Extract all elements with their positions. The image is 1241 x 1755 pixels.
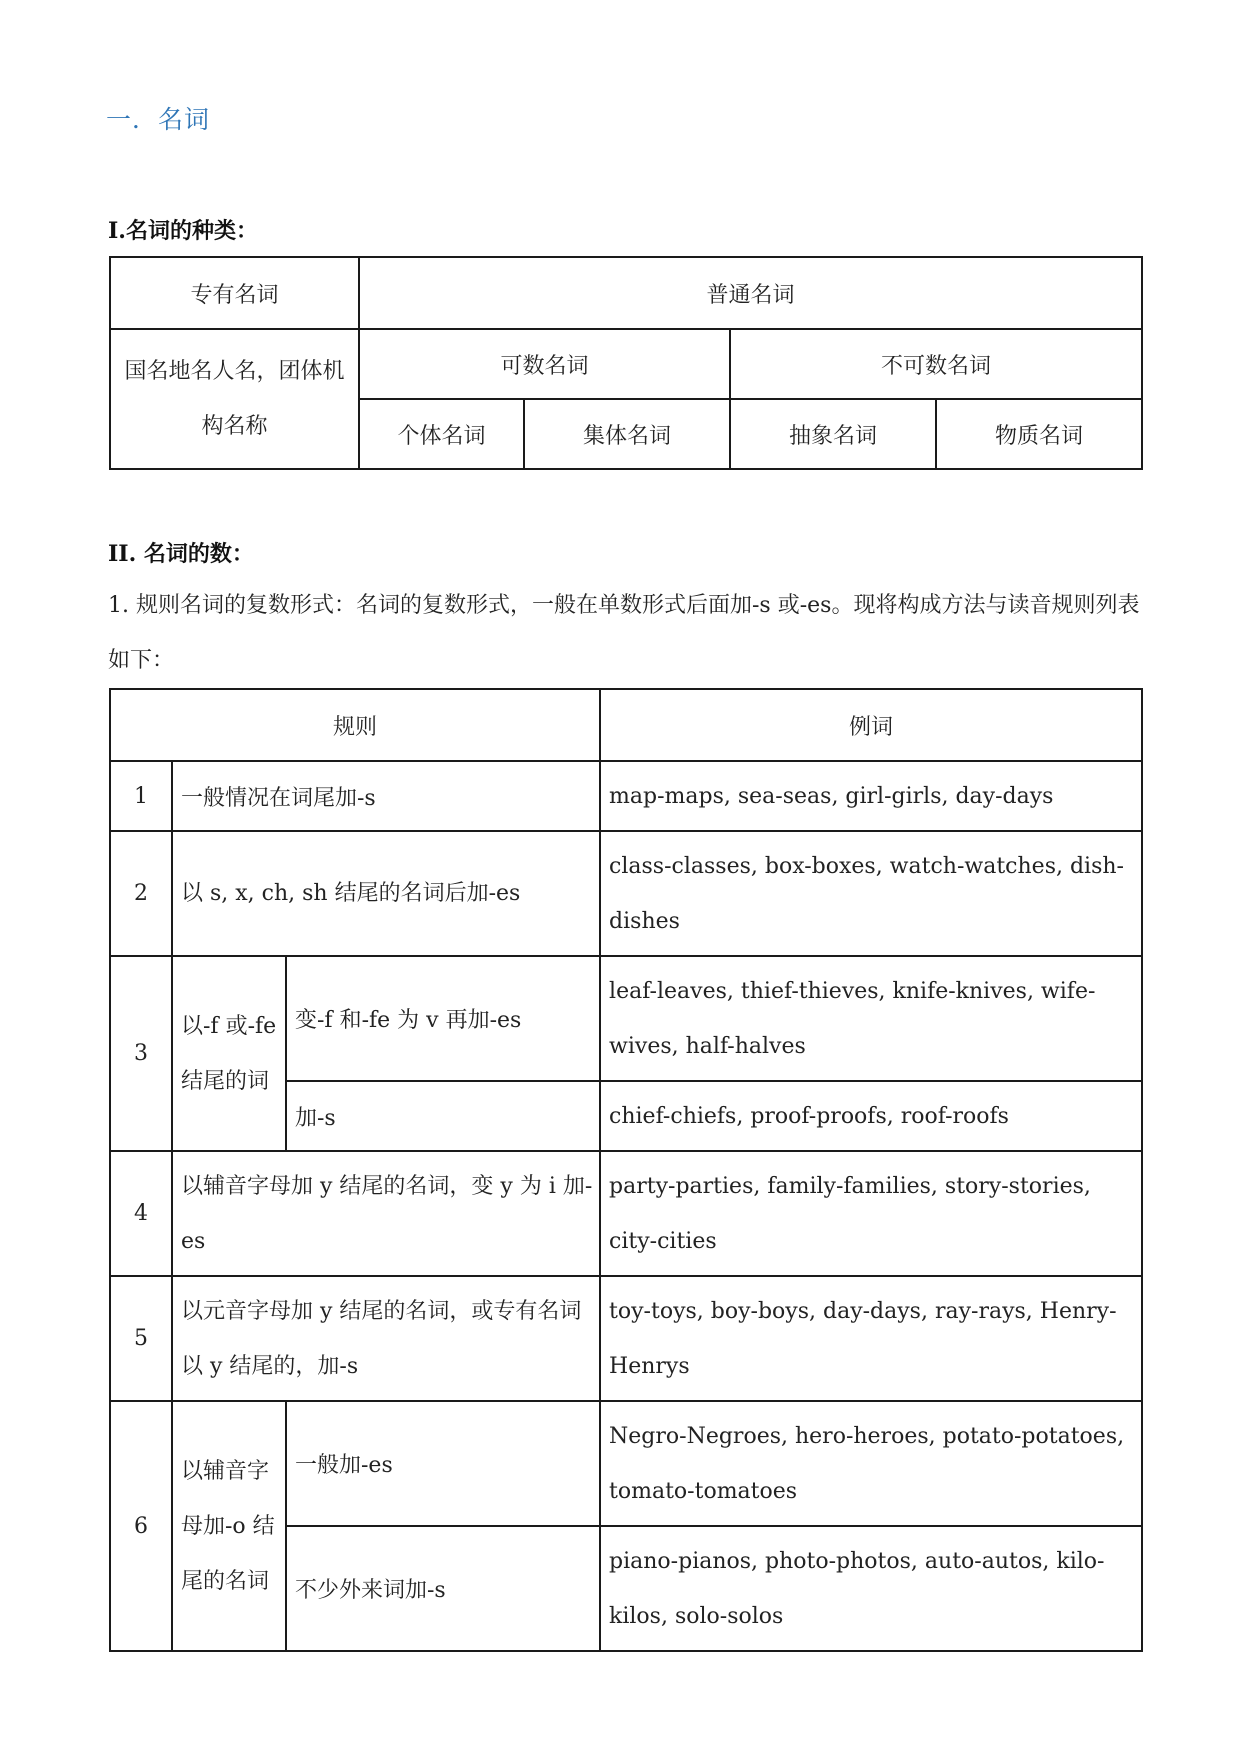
section-heading-kinds: I.名词的种类： <box>108 218 258 244</box>
cell-material: 物质名词 <box>936 399 1142 469</box>
cell-proper-desc: 国名地名人名，团体机构名称 <box>110 329 359 469</box>
row-number: 2 <box>110 831 172 956</box>
row-number: 3 <box>110 956 172 1151</box>
row-number: 6 <box>110 1401 172 1651</box>
sub-rule-text: 一般加-es <box>286 1401 600 1526</box>
cell-proper-noun: 专有名词 <box>110 257 359 329</box>
sub-rule-text: 变-f 和-fe 为 v 再加-es <box>286 956 600 1081</box>
cell-abstract: 抽象名词 <box>730 399 936 469</box>
rule-text: 以 s, x, ch, sh 结尾的名词后加-es <box>172 831 600 956</box>
example-text: toy-toys, boy-boys, day-days, ray-rays, Henry-Henrys <box>600 1276 1142 1401</box>
plural-rules-table <box>109 688 1143 1652</box>
cell-individual: 个体名词 <box>359 399 524 469</box>
example-text: party-parties, family-families, story-stories, city-cities <box>600 1151 1142 1276</box>
example-text: class-classes, box-boxes, watch-watches, dish-dishes <box>600 831 1142 956</box>
intro-paragraph: 1. 规则名词的复数形式：名词的复数形式，一般在单数形式后面加-s 或-es。现将构成方法与读音规则列表如下： <box>108 593 1140 673</box>
example-text: piano-pianos, photo-photos, auto-autos, kilo-kilos, solo-solos <box>600 1526 1142 1651</box>
row-number: 1 <box>110 761 172 831</box>
cell-common-noun: 普通名词 <box>359 257 1142 329</box>
example-text: Negro-Negroes, hero-heroes, potato-potatoes, tomato-tomatoes <box>600 1401 1142 1526</box>
sub-rule-text: 不少外来词加-s <box>286 1526 600 1651</box>
cell-collective: 集体名词 <box>524 399 730 469</box>
rule-group-text: 以-f 或-fe 结尾的词 <box>172 956 286 1151</box>
cell-countable: 可数名词 <box>359 329 730 399</box>
example-text: leaf-leaves, thief-thieves, knife-knives, wife-wives, half-halves <box>600 956 1142 1081</box>
row-number: 4 <box>110 1151 172 1276</box>
header-rule: 规则 <box>110 689 600 761</box>
section-heading-number: II. 名词的数： <box>108 541 254 567</box>
noun-kinds-table <box>109 256 1143 470</box>
rule-text: 以辅音字母加 y 结尾的名词，变 y 为 i 加-es <box>172 1151 600 1276</box>
example-text: map-maps, sea-seas, girl-girls, day-days <box>600 761 1142 831</box>
sub-rule-text: 加-s <box>286 1081 600 1151</box>
chapter-heading: 一．名词 <box>106 105 211 134</box>
header-example: 例词 <box>600 689 1142 761</box>
rule-text: 一般情况在词尾加-s <box>172 761 600 831</box>
example-text: chief-chiefs, proof-proofs, roof-roofs <box>600 1081 1142 1151</box>
cell-uncountable: 不可数名词 <box>730 329 1142 399</box>
row-number: 5 <box>110 1276 172 1401</box>
rule-text: 以元音字母加 y 结尾的名词，或专有名词以 y 结尾的，加-s <box>172 1276 600 1401</box>
rule-group-text: 以辅音字母加-o 结尾的名词 <box>172 1401 286 1651</box>
